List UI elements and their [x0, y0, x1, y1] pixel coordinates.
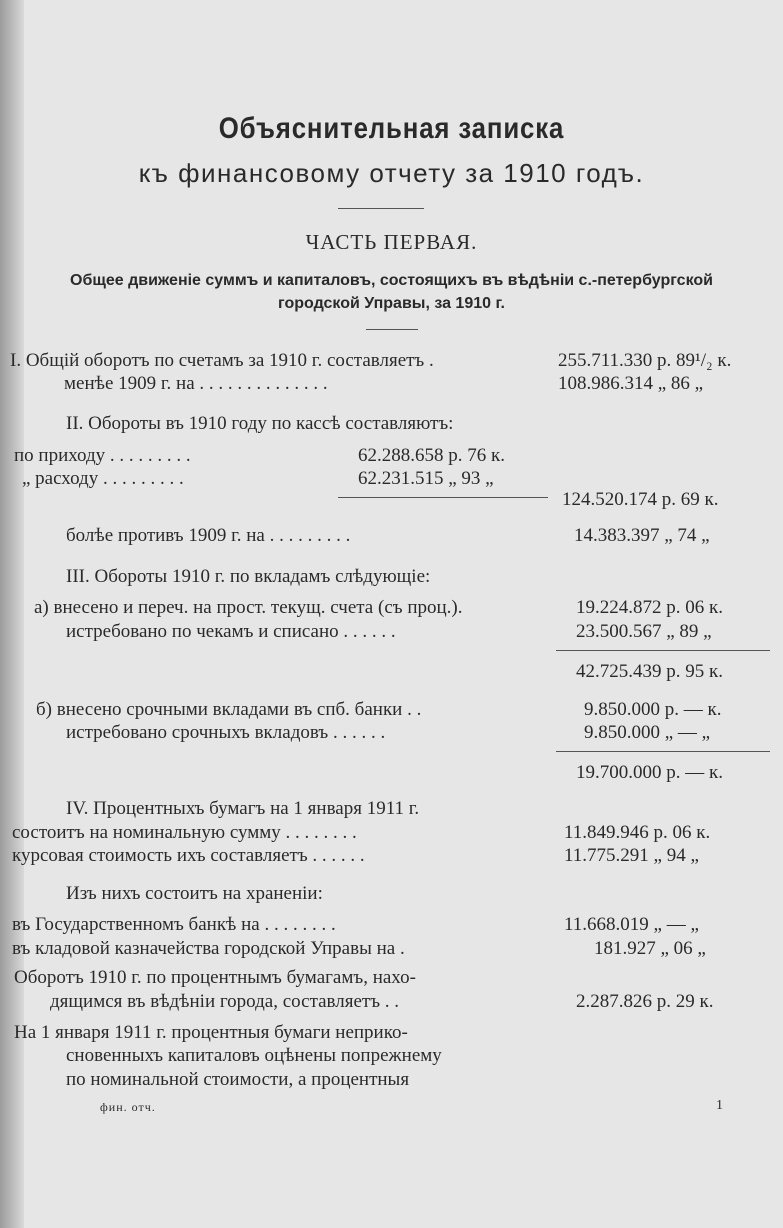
s2-sum-rule: [338, 497, 548, 498]
s2-more-amount: 14.383.397 „ 74 „: [574, 525, 710, 546]
s3-a-sum-rule: [556, 650, 770, 651]
footer-signature: фин. отч.: [100, 1100, 156, 1114]
s3-b-label: б) внесено срочными вкладами въ спб. банки . .: [36, 699, 422, 720]
s4-turnover-line1: Оборотъ 1910 г. по процентнымъ бумагамъ, нахо-: [14, 967, 416, 988]
s4-turnover-line2: дящимся въ вѣдѣніи города, составляетъ . .: [50, 991, 400, 1012]
s2-expense-label: „ расходу . . . . . . . . .: [22, 468, 184, 489]
s3-a-amount: 19.224.872 р. 06 к.: [576, 597, 723, 618]
s4-market-amount: 11.775.291 „ 94 „: [564, 845, 699, 866]
s1-line1: I. Общій оборотъ по счетамъ за 1910 г. составляетъ .: [10, 350, 434, 371]
s2-more-label: болѣе противъ 1909 г. на . . . . . . . . .: [66, 525, 351, 546]
s4-treasury-amount: 181.927 „ 06 „: [594, 938, 706, 959]
section-heading-line1: Общее движеніе суммъ и капиталовъ, состоящихъ въ вѣдѣніи с.-петербургской: [70, 272, 713, 289]
s4-para-line2: сновенныхъ капиталовъ оцѣнены попрежнему: [66, 1045, 442, 1066]
document-subtitle: къ финансовому отчету за 1910 годъ.: [138, 158, 645, 188]
page-number: 1: [716, 1098, 724, 1113]
s3-a-label: а) внесено и переч. на прост. текущ. счета (съ проц.).: [34, 597, 463, 618]
s4-nominal-label: состоитъ на номинальную сумму . . . . . . . .: [12, 822, 357, 843]
s4-treasury-label: въ кладовой казначейства городской Управы на .: [12, 938, 405, 959]
s1-amount2: 108.986.314 „ 86 „: [558, 373, 704, 394]
s2-income-label: по приходу . . . . . . . . .: [14, 445, 191, 466]
title-divider: [338, 208, 424, 209]
s3-b-sum-rule: [556, 751, 770, 752]
s2-expense-amount: 62.231.515 „ 93 „: [358, 468, 494, 489]
s4-header: IV. Процентныхъ бумагъ на 1 января 1911 г.: [66, 798, 420, 819]
s1-line2: менѣе 1909 г. на . . . . . . . . . . . . . .: [64, 373, 328, 394]
section-heading-line2: городской Управы, за 1910 г.: [278, 295, 505, 312]
s4-para-line3: по номинальной стоимости, а процентныя: [66, 1069, 410, 1090]
s3-b2-amount: 9.850.000 „ — „: [584, 722, 711, 743]
s2-total: 124.520.174 р. 69 к.: [562, 489, 719, 510]
s4-market-label: курсовая стоимость ихъ составляетъ . . . . . .: [12, 845, 365, 866]
s3-b2-label: истребовано срочныхъ вкладовъ . . . . . .: [66, 722, 386, 743]
s2-header: II. Обороты въ 1910 году по кассѣ составляютъ:: [66, 413, 454, 434]
s4-para-line1: На 1 января 1911 г. процентныя бумаги неприко-: [14, 1022, 408, 1043]
s4-state-bank-label: въ Государственномъ банкѣ на . . . . . . . .: [12, 914, 336, 935]
part-heading: ЧАСТЬ ПЕРВАЯ.: [305, 230, 478, 254]
heading-divider: [366, 329, 418, 330]
s4-storage-header: Изъ нихъ состоитъ на храненіи:: [66, 883, 323, 904]
s3-a-total: 42.725.439 р. 95 к.: [576, 661, 723, 682]
s4-state-bank-amount: 11.668.019 „ — „: [564, 914, 699, 935]
s3-b-amount: 9.850.000 р. — к.: [584, 699, 722, 720]
s3-a2-amount: 23.500.567 „ 89 „: [576, 621, 712, 642]
s3-a2-label: истребовано по чекамъ и списано . . . . . .: [66, 621, 396, 642]
s2-income-amount: 62.288.658 р. 76 к.: [358, 445, 505, 466]
s4-nominal-amount: 11.849.946 р. 06 к.: [564, 822, 711, 843]
s1-amount1: 255.711.330 р. 89¹/₂ к.: [558, 350, 732, 371]
document-title: Объяснительная записка: [218, 112, 565, 145]
s3-b-total: 19.700.000 р. — к.: [576, 762, 723, 783]
s3-header: III. Обороты 1910 г. по вкладамъ слѣдующіе:: [66, 566, 431, 587]
s4-turnover-amount: 2.287.826 р. 29 к.: [576, 991, 714, 1012]
